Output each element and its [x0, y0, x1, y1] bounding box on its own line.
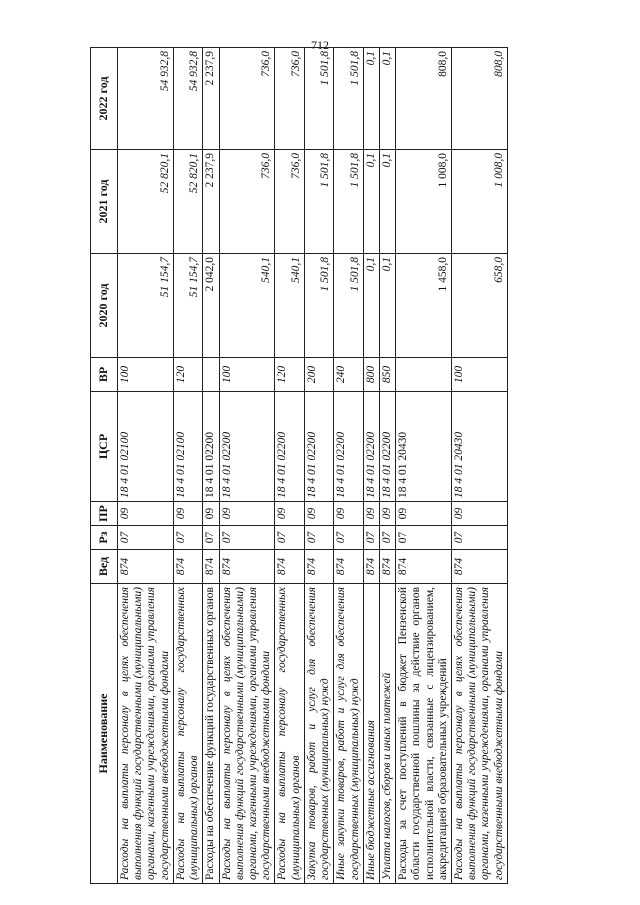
cell-y2021: 736,0: [219, 150, 275, 254]
cell-y2022: 1 501,8: [304, 48, 333, 150]
cell-vr: 200: [304, 358, 333, 392]
cell-ved: 874: [363, 550, 379, 584]
cell-y2022: 1 501,8: [334, 48, 363, 150]
cell-y2020: 0,1: [363, 254, 379, 358]
table-row: [334, 48, 363, 884]
cell-y2022: 0,1: [379, 48, 395, 150]
cell-ved: 874: [275, 550, 304, 584]
cell-ved: 874: [118, 550, 174, 584]
cell-pr: 09: [118, 502, 174, 526]
cell-csr: 18 4 01 02200: [219, 392, 275, 502]
cell-y2020: 51 154,7: [118, 254, 174, 358]
cell-ved: 874: [304, 550, 333, 584]
header-name: Наименование: [91, 584, 118, 884]
cell-y2022: 736,0: [219, 48, 275, 150]
cell-vr: 800: [363, 358, 379, 392]
cell-y2022: 808,0: [396, 48, 452, 150]
cell-y2021: 736,0: [275, 150, 304, 254]
cell-ved: 874: [334, 550, 363, 584]
cell-vr: 120: [275, 358, 304, 392]
cell-rz: 07: [379, 526, 395, 550]
cell-pr: 09: [334, 502, 363, 526]
header-rz: Рз: [91, 526, 118, 550]
cell-pr: 09: [452, 502, 508, 526]
table-row: [203, 48, 219, 884]
cell-rz: 07: [304, 526, 333, 550]
cell-vr: 100: [452, 358, 508, 392]
table-row: [379, 48, 395, 884]
cell-y2021: 52 820,1: [118, 150, 174, 254]
table-body: [118, 48, 508, 884]
landscape-page: [90, 48, 610, 884]
cell-name: Расходы на выплаты персоналу государственных (муниципальных) органов: [173, 584, 202, 884]
cell-pr: 09: [396, 502, 452, 526]
cell-pr: 09: [203, 502, 219, 526]
table-row: [275, 48, 304, 884]
cell-pr: 09: [219, 502, 275, 526]
budget-table: [90, 47, 508, 884]
table-row: [396, 48, 452, 884]
cell-ved: 874: [203, 550, 219, 584]
cell-rz: 07: [396, 526, 452, 550]
cell-rz: 07: [173, 526, 202, 550]
cell-vr: 850: [379, 358, 395, 392]
cell-y2020: 0,1: [379, 254, 395, 358]
cell-csr: 18 4 01 02200: [363, 392, 379, 502]
cell-y2021: 52 820,1: [173, 150, 202, 254]
table-row: [452, 48, 508, 884]
cell-rz: 07: [452, 526, 508, 550]
header-vr: ВР: [91, 358, 118, 392]
cell-csr: 18 4 01 02200: [203, 392, 219, 502]
cell-rz: 07: [334, 526, 363, 550]
cell-rz: 07: [363, 526, 379, 550]
cell-name: Расходы на выплаты персоналу в целях обеспечения выполнения функций государственными (муниципальными) органами, казенными учреждениями, органами управления государственными внебюджетными фондами: [452, 584, 508, 884]
cell-pr: 09: [275, 502, 304, 526]
table-row: [304, 48, 333, 884]
cell-rz: 07: [118, 526, 174, 550]
cell-rz: 07: [203, 526, 219, 550]
table-row: [363, 48, 379, 884]
cell-name: Иные закупки товаров, работ и услуг для обеспечения государственных (муниципальных) нужд: [334, 584, 363, 884]
cell-vr: 100: [118, 358, 174, 392]
header-pr: ПР: [91, 502, 118, 526]
cell-y2020: 658,0: [452, 254, 508, 358]
cell-ved: 874: [379, 550, 395, 584]
cell-name: Расходы на выплаты персоналу в целях обеспечения выполнения функций государственными (муниципальными) органами, казенными учреждениями, органами управления государственными внебюджетными фондами: [219, 584, 275, 884]
cell-y2020: 1 501,8: [334, 254, 363, 358]
cell-name: Расходы за счет поступлений в бюджет Пензенской области государственной пошлины за действие органов исполнительной власти, связанные с лицензированием, аккредитацией образовательных учреждений: [396, 584, 452, 884]
cell-ved: 874: [219, 550, 275, 584]
cell-rz: 07: [275, 526, 304, 550]
cell-y2021: 0,1: [363, 150, 379, 254]
page-number: 712: [311, 38, 329, 52]
cell-y2022: 54 932,8: [173, 48, 202, 150]
cell-y2020: 540,1: [219, 254, 275, 358]
cell-y2021: 1 008,0: [452, 150, 508, 254]
header-2022: 2022 год: [91, 48, 118, 150]
cell-name: Расходы на выплаты персоналу государственных (муниципальных) органов: [275, 584, 304, 884]
cell-y2021: 0,1: [379, 150, 395, 254]
cell-ved: 874: [173, 550, 202, 584]
cell-y2022: 0,1: [363, 48, 379, 150]
cell-ved: 874: [452, 550, 508, 584]
cell-y2022: 54 932,8: [118, 48, 174, 150]
cell-y2022: 736,0: [275, 48, 304, 150]
cell-y2020: 51 154,7: [173, 254, 202, 358]
cell-y2022: 808,0: [452, 48, 508, 150]
cell-name: Расходы на обеспечение функций государственных органов: [203, 584, 219, 884]
header-2021: 2021 год: [91, 150, 118, 254]
cell-name: Закупка товаров, работ и услуг для обеспечения государственных (муниципальных) нужд: [304, 584, 333, 884]
cell-y2022: 2 237,9: [203, 48, 219, 150]
cell-name: Уплата налогов, сборов и иных платежей: [379, 584, 395, 884]
cell-name: Расходы на выплаты персоналу в целях обеспечения выполнения функций государственными (муниципальными) органами, казенными учреждениями, органами управления государственными внебюджетными фондами: [118, 584, 174, 884]
cell-y2020: 2 042,0: [203, 254, 219, 358]
cell-csr: 18 4 01 20430: [396, 392, 452, 502]
table-row: [118, 48, 174, 884]
cell-y2021: 1 008,0: [396, 150, 452, 254]
cell-y2021: 2 237,9: [203, 150, 219, 254]
cell-csr: 18 4 01 02200: [304, 392, 333, 502]
header-2020: 2020 год: [91, 254, 118, 358]
cell-csr: 18 4 01 02100: [118, 392, 174, 502]
cell-rz: 07: [219, 526, 275, 550]
cell-pr: 09: [379, 502, 395, 526]
cell-vr: [203, 358, 219, 392]
cell-y2021: 1 501,8: [334, 150, 363, 254]
header-ved: Вед: [91, 550, 118, 584]
cell-y2020: 1 458,0: [396, 254, 452, 358]
cell-csr: 18 4 01 02200: [334, 392, 363, 502]
table-row: [173, 48, 202, 884]
table-row: [219, 48, 275, 884]
cell-pr: 09: [304, 502, 333, 526]
cell-csr: 18 4 01 02200: [275, 392, 304, 502]
cell-vr: 100: [219, 358, 275, 392]
rotated-table-area: [90, 48, 610, 884]
cell-pr: 09: [363, 502, 379, 526]
cell-csr: 18 4 01 02200: [379, 392, 395, 502]
cell-ved: 874: [396, 550, 452, 584]
cell-vr: [396, 358, 452, 392]
cell-y2020: 1 501,8: [304, 254, 333, 358]
cell-pr: 09: [173, 502, 202, 526]
cell-y2021: 1 501,8: [304, 150, 333, 254]
cell-y2020: 540,1: [275, 254, 304, 358]
header-row: [91, 48, 118, 884]
header-csr: ЦСР: [91, 392, 118, 502]
cell-vr: 120: [173, 358, 202, 392]
cell-name: Иные бюджетные ассигнования: [363, 584, 379, 884]
cell-vr: 240: [334, 358, 363, 392]
cell-csr: 18 4 01 02100: [173, 392, 202, 502]
cell-csr: 18 4 01 20430: [452, 392, 508, 502]
